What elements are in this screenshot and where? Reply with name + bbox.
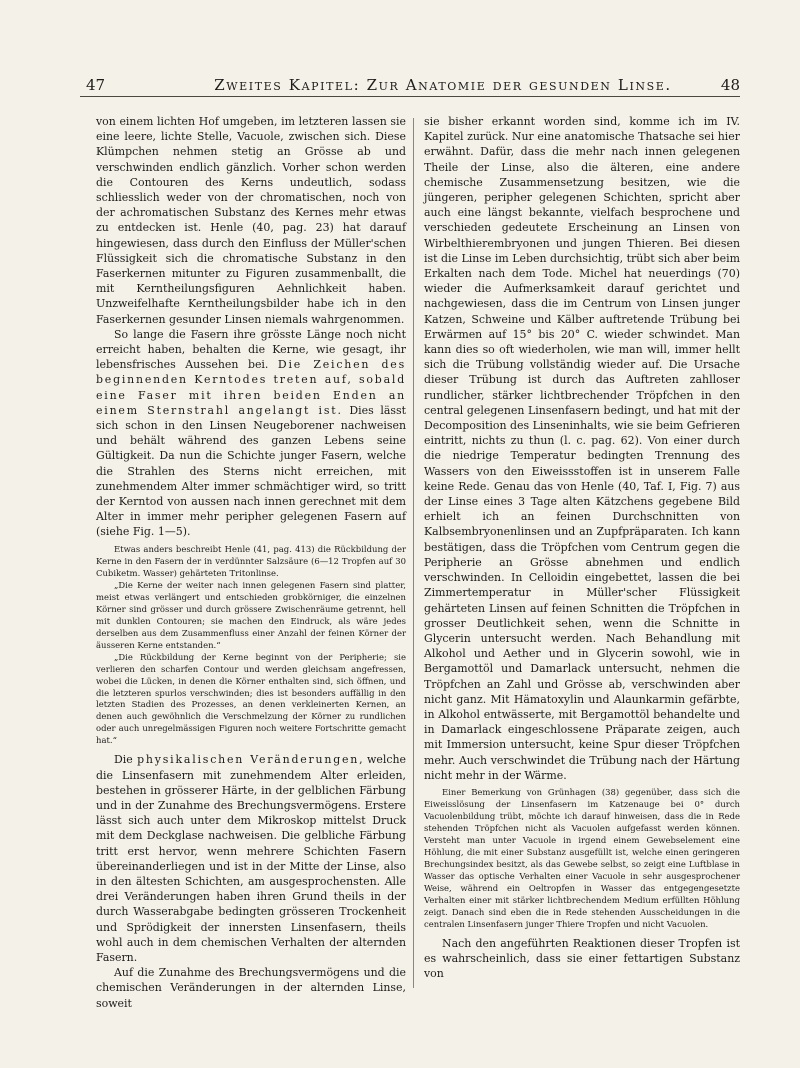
footnote: „Die Rückbildung der Kerne beginnt von der Peripherie; sie verlieren den scharfen Contour und werden gleichsam angefressen, wobei die Lücken, in denen die Körner enthalten sind, sich öffnen, und die letzteren spurlos verschwinden; dies ist besonders auffällig in den letzten Stadien des Prozesses, an denen verkleinerten Kernen, an denen auch gewöhnlich die Verschmelzung der Körner zu rundlichen oder auch unregelmässigen Figuren noch weitere Fortschritte gemacht hat.“	[96, 651, 406, 746]
paragraph	[96, 327, 406, 540]
text-run: So lange die Fasern ihre grösste Länge noch nicht erreicht haben, behalten die Kerne, wie gesagt, ihr lebensfrisches Aussehen bei.	[96, 327, 406, 372]
running-header	[86, 74, 740, 98]
column-divider	[413, 118, 414, 988]
text-run: , welche die Linsenfasern mit zunehmendem Alter erleiden, bestehen in grösserer Härte, in der gelblichen Färbung und in der Zunahme des Brechungsvermögens. Erstere lässt sich auch unter dem Mikroskop mittelst Druck mit dem Deckglase nachweisen. Die gelbliche Färbung tritt erst hervor, wenn mehrere Schichten Fasern übereinanderliegen und ist in der Mitte der Linse, also in den ältesten Schichten, am ausgesprochensten. Alle drei Veränderungen haben ihren Grund theils in der durch Wasserabgabe bedingten grösseren Trockenheit und Sprödigkeit der innersten Linsenfasern, theils wohl auch in dem chemischen Verhalten der alternden Fasern.	[96, 753, 406, 965]
paragraph: Auf die Zunahme des Brechungsvermögens und die chemischen Veränderungen in der alternden Linse, soweit	[96, 966, 406, 1010]
paragraph: Nach den angeführten Reaktionen dieser Tropfen ist es wahrscheinlich, dass sie einer fettartigen Substanz von	[424, 936, 740, 981]
left-column	[96, 114, 406, 1014]
header-rule	[80, 96, 740, 97]
running-title: Zweites Kapitel: Zur Anatomie der gesunden Linse.	[214, 76, 672, 94]
paragraph	[96, 752, 406, 965]
footnote: Einer Bemerkung von Grünhagen (38) gegenüber, dass sich die Eiweisslösung der Linsenfasern im Katzenauge bei 0° durch Vacuolenbildung trübt, möchte ich darauf hinweisen, dass die in Rede stehenden Tröpfchen nicht als Vacuolen aufgefasst werden können. Versteht man unter Vacuole in irgend einem Gewebselement eine Höhlung, die mit einer Substanz ausgefüllt ist, welche einen geringeren Brechungsindex besitzt, als das Gewebe selbst, so zeigt eine Luftblase in Wasser das optische Verhalten einer Vacuole in sehr ausgesprochener Weise, während ein Oeltropfen in Wasser das entgegengesetzte Verhalten einer mit stärker lichtbrechendem Medium erfüllten Höhlung zeigt. Danach sind eben die in Rede stehenden Ausscheidungen in die centralen Linsenfasern junger Thiere Tropfen und nicht Vacuolen.	[424, 786, 740, 929]
paragraph: von einem lichten Hof umgeben, im letzteren lassen sie eine leere, lichte Stelle, Vacuole, zwischen sich. Diese Klümpchen nehmen stetig an Grösse ab und verschwinden endlich gänzlich. Vorher schon werden die Contouren des Kerns undeutlich, sodass schliesslich weder von der chromatischen, noch von der achromatischen Substanz des Kernes mehr etwas zu entdecken ist. Henle (40, pag. 23) hat darauf hingewiesen, dass durch den Einfluss der Müller'schen Flüssigkeit sich die chromatische Substanz in den Faserkernen mitunter zu Figuren zusammenballt, die mit Kerntheilungsfiguren Aehnlichkeit haben. Unzweifelhafte Kerntheilungsbilder habe ich in den Faserkernen gesunder Linsen niemals wahrgenommen.	[96, 115, 406, 326]
text-run: Dies lässt sich schon in den Linsen Neugeborener nachweisen und behält während des ganzen Lebens seine Gültigkeit. Da nun die Schichte junger Fasern, welche die Strahlen des Sterns nicht erreichen, mit zunehmendem Alter immer schmächtiger wird, so tritt der Kerntod von aussen nach innen gerechnet mit dem Alter in immer mehr peripher gelegenen Fasern auf (siehe Fig. 1—5).	[96, 403, 406, 539]
text-run: Die	[114, 753, 138, 767]
footnote: Etwas anders beschreibt Henle (41, pag. 413) die Rückbildung der Kerne in den Fasern der in verdünnter Salzsäure (6—12 Tropfen auf 30 Cubiketm. Wasser) gehärteten Tritonlinse.	[96, 543, 406, 578]
paragraph: sie bisher erkannt worden sind, komme ich im IV. Kapitel zurück. Nur eine anatomische Thatsache sei hier erwähnt. Dafür, dass die mehr nach innen gelegenen Theile der Linse, also die älteren, eine andere chemische Zusammensetzung besitzen, wie die jüngeren, peripher gelegenen Schichten, spricht aber auch eine längst bekannte, vielfach besprochene und verschieden gedeutete Erscheinung an Linsen von Wirbelthierembryonen und jungen Thieren. Bei diesen ist die Linse im Leben durchsichtig, trübt sich aber beim Erkalten nach dem Tode. Michel hat neuerdings (70) wieder die Aufmerksamkeit darauf gerichtet und nachgewiesen, dass die im Centrum von Linsen junger Katzen, Schweine und Kälber auftretende Trübung bei Erwärmen auf 15° bis 20° C. wieder schwindet. Man kann dies so oft wiederholen, wie man will, immer hellt sich die Trübung vollständig wieder auf. Die Ursache dieser Trübung ist durch das Auftreten zahlloser rundlicher, stärker lichtbrechender Tröpfchen in den central gelegenen Linsenfasern bedingt, und hat mit der Decomposition des Linseninhalts, wie sie beim Gefrieren eintritt, nichts zu thun (l. c. pag. 62). Von einer durch die niedrige Temperatur bedingten Trennung des Wassers von den Eiweissstoffen ist in unserem Falle keine Rede. Genau das von Henle (40, Taf. I, Fig. 7) aus der Linse eines 3 Tage alten Kätzchens gegebene Bild erhielt ich an feinen Durchschnitten von Kalbsembryonenlinsen und an Zupfpräparaten. Ich kann bestätigen, dass die Tröpfchen vom Centrum gegen die Peripherie an Grösse abnehmen und endlich verschwinden. In Celloidin eingebettet, lassen die bei Zimmertemperatur in Müller'scher Flüssigkeit gehärteten Linsen auf feinen Schnitten die Tröpfchen in grosser Deutlichkeit sehen, wenn die Schnitte in Glycerin untersucht werden. Nach Behandlung mit Alkohol und Aether und in Glycerin sowohl, wie in Bergamottöl und Damarlack untersucht, nehmen die Tröpfchen an Zahl und Grösse ab, verschwinden aber nicht ganz. Mit Hämatoxylin und Alaunkarmin gefärbte, in Alkohol entwässerte, mit Bergamottöl behandelte und in Damarlack eingeschlossene Präparate zeigen, auch mit Immersion untersucht, keine Spur dieser Tröpfchen mehr. Auch verschwindet die Trübung nach der Härtung nicht mehr in der Wärme.	[424, 115, 740, 782]
footnote: „Die Kerne der weiter nach innen gelegenen Fasern sind platter, meist etwas verlängert und entschieden grobkörniger, die einzelnen Körner sind grösser und durch grössere Zwischenräume getrennt, hell mit dunklen Contouren; sie machen den Eindruck, als wäre jedes derselben aus dem Zusammenfluss einer Anzahl der feinen Körner der äusseren Kerne entstanden.“	[96, 579, 406, 650]
page-number-right: 48	[720, 76, 740, 94]
spaced-emphasis: physikalischen Veränderungen	[137, 753, 360, 767]
page-number-left: 47	[86, 76, 106, 94]
spaced-emphasis: Die Zeichen des beginnenden Kerntodes treten auf, sobald eine Faser mit ihren beiden Enden an einem Sternstrahl angelangt ist.	[96, 358, 406, 417]
right-column	[424, 114, 740, 1014]
